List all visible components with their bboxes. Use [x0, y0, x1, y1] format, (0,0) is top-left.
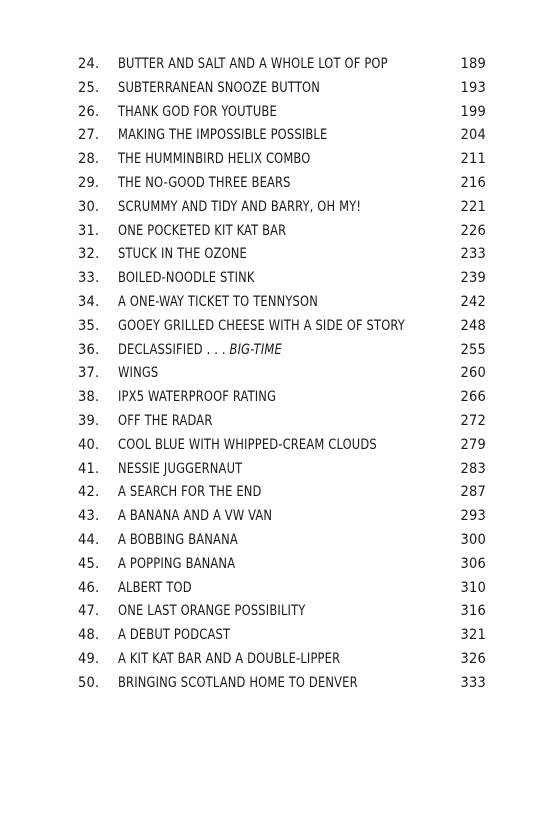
chapter-title-text: SUBTERRANEAN SNOOZE BUTTON — [118, 79, 321, 96]
chapter-number: 30. — [78, 198, 100, 215]
chapter-title — [118, 651, 407, 667]
chapter-number: 38. — [78, 389, 100, 406]
page-number: 279 — [460, 436, 486, 453]
chapter-title — [118, 342, 407, 358]
chapter-number: 32. — [78, 246, 100, 263]
page-number: 272 — [460, 412, 486, 429]
chapter-number: 45. — [78, 555, 100, 572]
toc-entry — [78, 175, 486, 199]
toc-entry — [78, 223, 486, 247]
chapter-title — [118, 80, 407, 96]
toc-entry — [78, 318, 486, 342]
page-number: 266 — [460, 389, 486, 406]
chapter-number: 40. — [78, 436, 100, 453]
toc-entry — [78, 104, 486, 128]
page-number: 326 — [460, 650, 486, 667]
chapter-title-text: MAKING THE IMPOSSIBLE POSSIBLE — [118, 127, 328, 144]
chapter-title — [118, 246, 407, 262]
chapter-title-text: BOILED-NOODLE STINK — [118, 270, 255, 287]
chapter-number: 50. — [78, 674, 100, 691]
chapter-number: 29. — [78, 174, 100, 191]
chapter-title — [118, 556, 407, 572]
chapter-title — [118, 389, 407, 405]
page-number: 189 — [460, 56, 486, 72]
toc-entry — [78, 437, 486, 461]
page-number: 283 — [460, 460, 486, 477]
chapter-title — [118, 56, 407, 72]
page-number: 204 — [460, 127, 486, 144]
page-number: 221 — [460, 198, 486, 215]
page-number: 310 — [460, 579, 486, 596]
toc-entry — [78, 389, 486, 413]
chapter-title-text: BRINGING SCOTLAND HOME TO DENVER — [118, 674, 358, 691]
chapter-title — [118, 437, 407, 453]
page-number: 211 — [460, 151, 486, 168]
chapter-title-text: ONE POCKETED KIT KAT BAR — [118, 222, 287, 239]
chapter-number: 44. — [78, 531, 100, 548]
toc-entry — [78, 56, 486, 80]
chapter-number: 46. — [78, 579, 100, 596]
page-number: 216 — [460, 174, 486, 191]
chapter-title — [118, 675, 407, 691]
chapter-title — [118, 532, 407, 548]
page-number: 260 — [460, 365, 486, 382]
chapter-title-italic: BIG-TIME — [229, 341, 282, 358]
toc-entry — [78, 342, 486, 366]
toc-entry — [78, 532, 486, 556]
chapter-title-text: ONE LAST ORANGE POSSIBILITY — [118, 603, 306, 620]
page-number: 316 — [460, 603, 486, 620]
chapter-number: 37. — [78, 365, 100, 382]
chapter-number: 49. — [78, 650, 100, 667]
toc-entry — [78, 508, 486, 532]
toc-entry — [78, 365, 486, 389]
chapter-number: 41. — [78, 460, 100, 477]
chapter-title-text: A BANANA AND A VW VAN — [118, 508, 273, 525]
page-number: 199 — [460, 103, 486, 120]
chapter-title-text: WINGS — [118, 365, 159, 382]
chapter-title-text: SCRUMMY AND TIDY AND BARRY, OH MY! — [118, 198, 362, 215]
chapter-title-text: A ONE-WAY TICKET TO TENNYSON — [118, 293, 318, 310]
chapter-title-text: THANK GOD FOR YOUTUBE — [118, 103, 277, 120]
toc-entry — [78, 461, 486, 485]
chapter-title-text: THE HUMMINBIRD HELIX COMBO — [118, 151, 311, 168]
chapter-number: 47. — [78, 603, 100, 620]
chapter-title-text: A DEBUT PODCAST — [118, 627, 231, 644]
toc-entry — [78, 413, 486, 437]
page-number: 233 — [460, 246, 486, 263]
chapter-title-text: NESSIE JUGGERNAUT — [118, 460, 243, 477]
chapter-title-text: A POPPING BANANA — [118, 555, 236, 572]
chapter-number: 42. — [78, 484, 100, 501]
chapter-number: 28. — [78, 151, 100, 168]
chapter-title — [118, 127, 407, 143]
table-of-contents — [78, 56, 486, 699]
chapter-number: 39. — [78, 412, 100, 429]
page-number: 226 — [460, 222, 486, 239]
chapter-number: 36. — [78, 341, 100, 358]
chapter-title-text: THE NO-GOOD THREE BEARS — [118, 174, 291, 191]
chapter-title-text: A BOBBING BANANA — [118, 531, 238, 548]
chapter-title — [118, 484, 407, 500]
chapter-title — [118, 104, 407, 120]
toc-entry — [78, 580, 486, 604]
chapter-number: 27. — [78, 127, 100, 144]
chapter-title-text: GOOEY GRILLED CHEESE WITH A SIDE OF STORY — [118, 317, 405, 334]
chapter-title-text: OFF THE RADAR — [118, 412, 213, 429]
chapter-title-text: A KIT KAT BAR AND A DOUBLE-LIPPER — [118, 650, 341, 667]
chapter-title — [118, 223, 407, 239]
toc-entry — [78, 651, 486, 675]
toc-entry — [78, 556, 486, 580]
chapter-title-text: DECLASSIFIED . . . — [118, 341, 226, 358]
toc-entry — [78, 246, 486, 270]
toc-entry — [78, 80, 486, 104]
chapter-title — [118, 151, 407, 167]
chapter-number: 35. — [78, 317, 100, 334]
chapter-number: 33. — [78, 270, 100, 287]
chapter-title — [118, 627, 407, 643]
page-number: 306 — [460, 555, 486, 572]
chapter-title — [118, 461, 407, 477]
chapter-title — [118, 294, 407, 310]
chapter-number: 25. — [78, 79, 100, 96]
chapter-title — [118, 175, 407, 191]
chapter-title — [118, 318, 407, 334]
chapter-title — [118, 199, 407, 215]
chapter-number: 26. — [78, 103, 100, 120]
toc-entry — [78, 294, 486, 318]
toc-entry — [78, 270, 486, 294]
page-number: 242 — [460, 293, 486, 310]
chapter-number: 34. — [78, 293, 100, 310]
chapter-title — [118, 365, 407, 381]
chapter-title-text: IPX5 WATERPROOF RATING — [118, 389, 277, 406]
toc-entry — [78, 675, 486, 699]
chapter-title-text: COOL BLUE WITH WHIPPED-CREAM CLOUDS — [118, 436, 377, 453]
page-number: 333 — [460, 674, 486, 691]
chapter-title-text: A SEARCH FOR THE END — [118, 484, 262, 501]
toc-entry — [78, 484, 486, 508]
chapter-title — [118, 270, 407, 286]
page-number: 248 — [460, 317, 486, 334]
page-number: 321 — [460, 627, 486, 644]
chapter-title — [118, 603, 407, 619]
chapter-number: 31. — [78, 222, 100, 239]
page-number: 255 — [460, 341, 486, 358]
toc-entry — [78, 127, 486, 151]
page-number: 300 — [460, 531, 486, 548]
chapter-title — [118, 580, 407, 596]
chapter-title-text: ALBERT TOD — [118, 579, 192, 596]
chapter-title — [118, 508, 407, 524]
toc-entry — [78, 151, 486, 175]
chapter-number: 48. — [78, 627, 100, 644]
toc-entry — [78, 199, 486, 223]
chapter-number: 24. — [78, 56, 100, 72]
page-number: 193 — [460, 79, 486, 96]
chapter-title — [118, 413, 407, 429]
page-number: 239 — [460, 270, 486, 287]
chapter-title-text: BUTTER AND SALT AND A WHOLE LOT OF POP — [118, 56, 388, 72]
page-number: 293 — [460, 508, 486, 525]
chapter-number: 43. — [78, 508, 100, 525]
chapter-title-text: STUCK IN THE OZONE — [118, 246, 247, 263]
toc-entry — [78, 603, 486, 627]
page-number: 287 — [460, 484, 486, 501]
toc-entry — [78, 627, 486, 651]
